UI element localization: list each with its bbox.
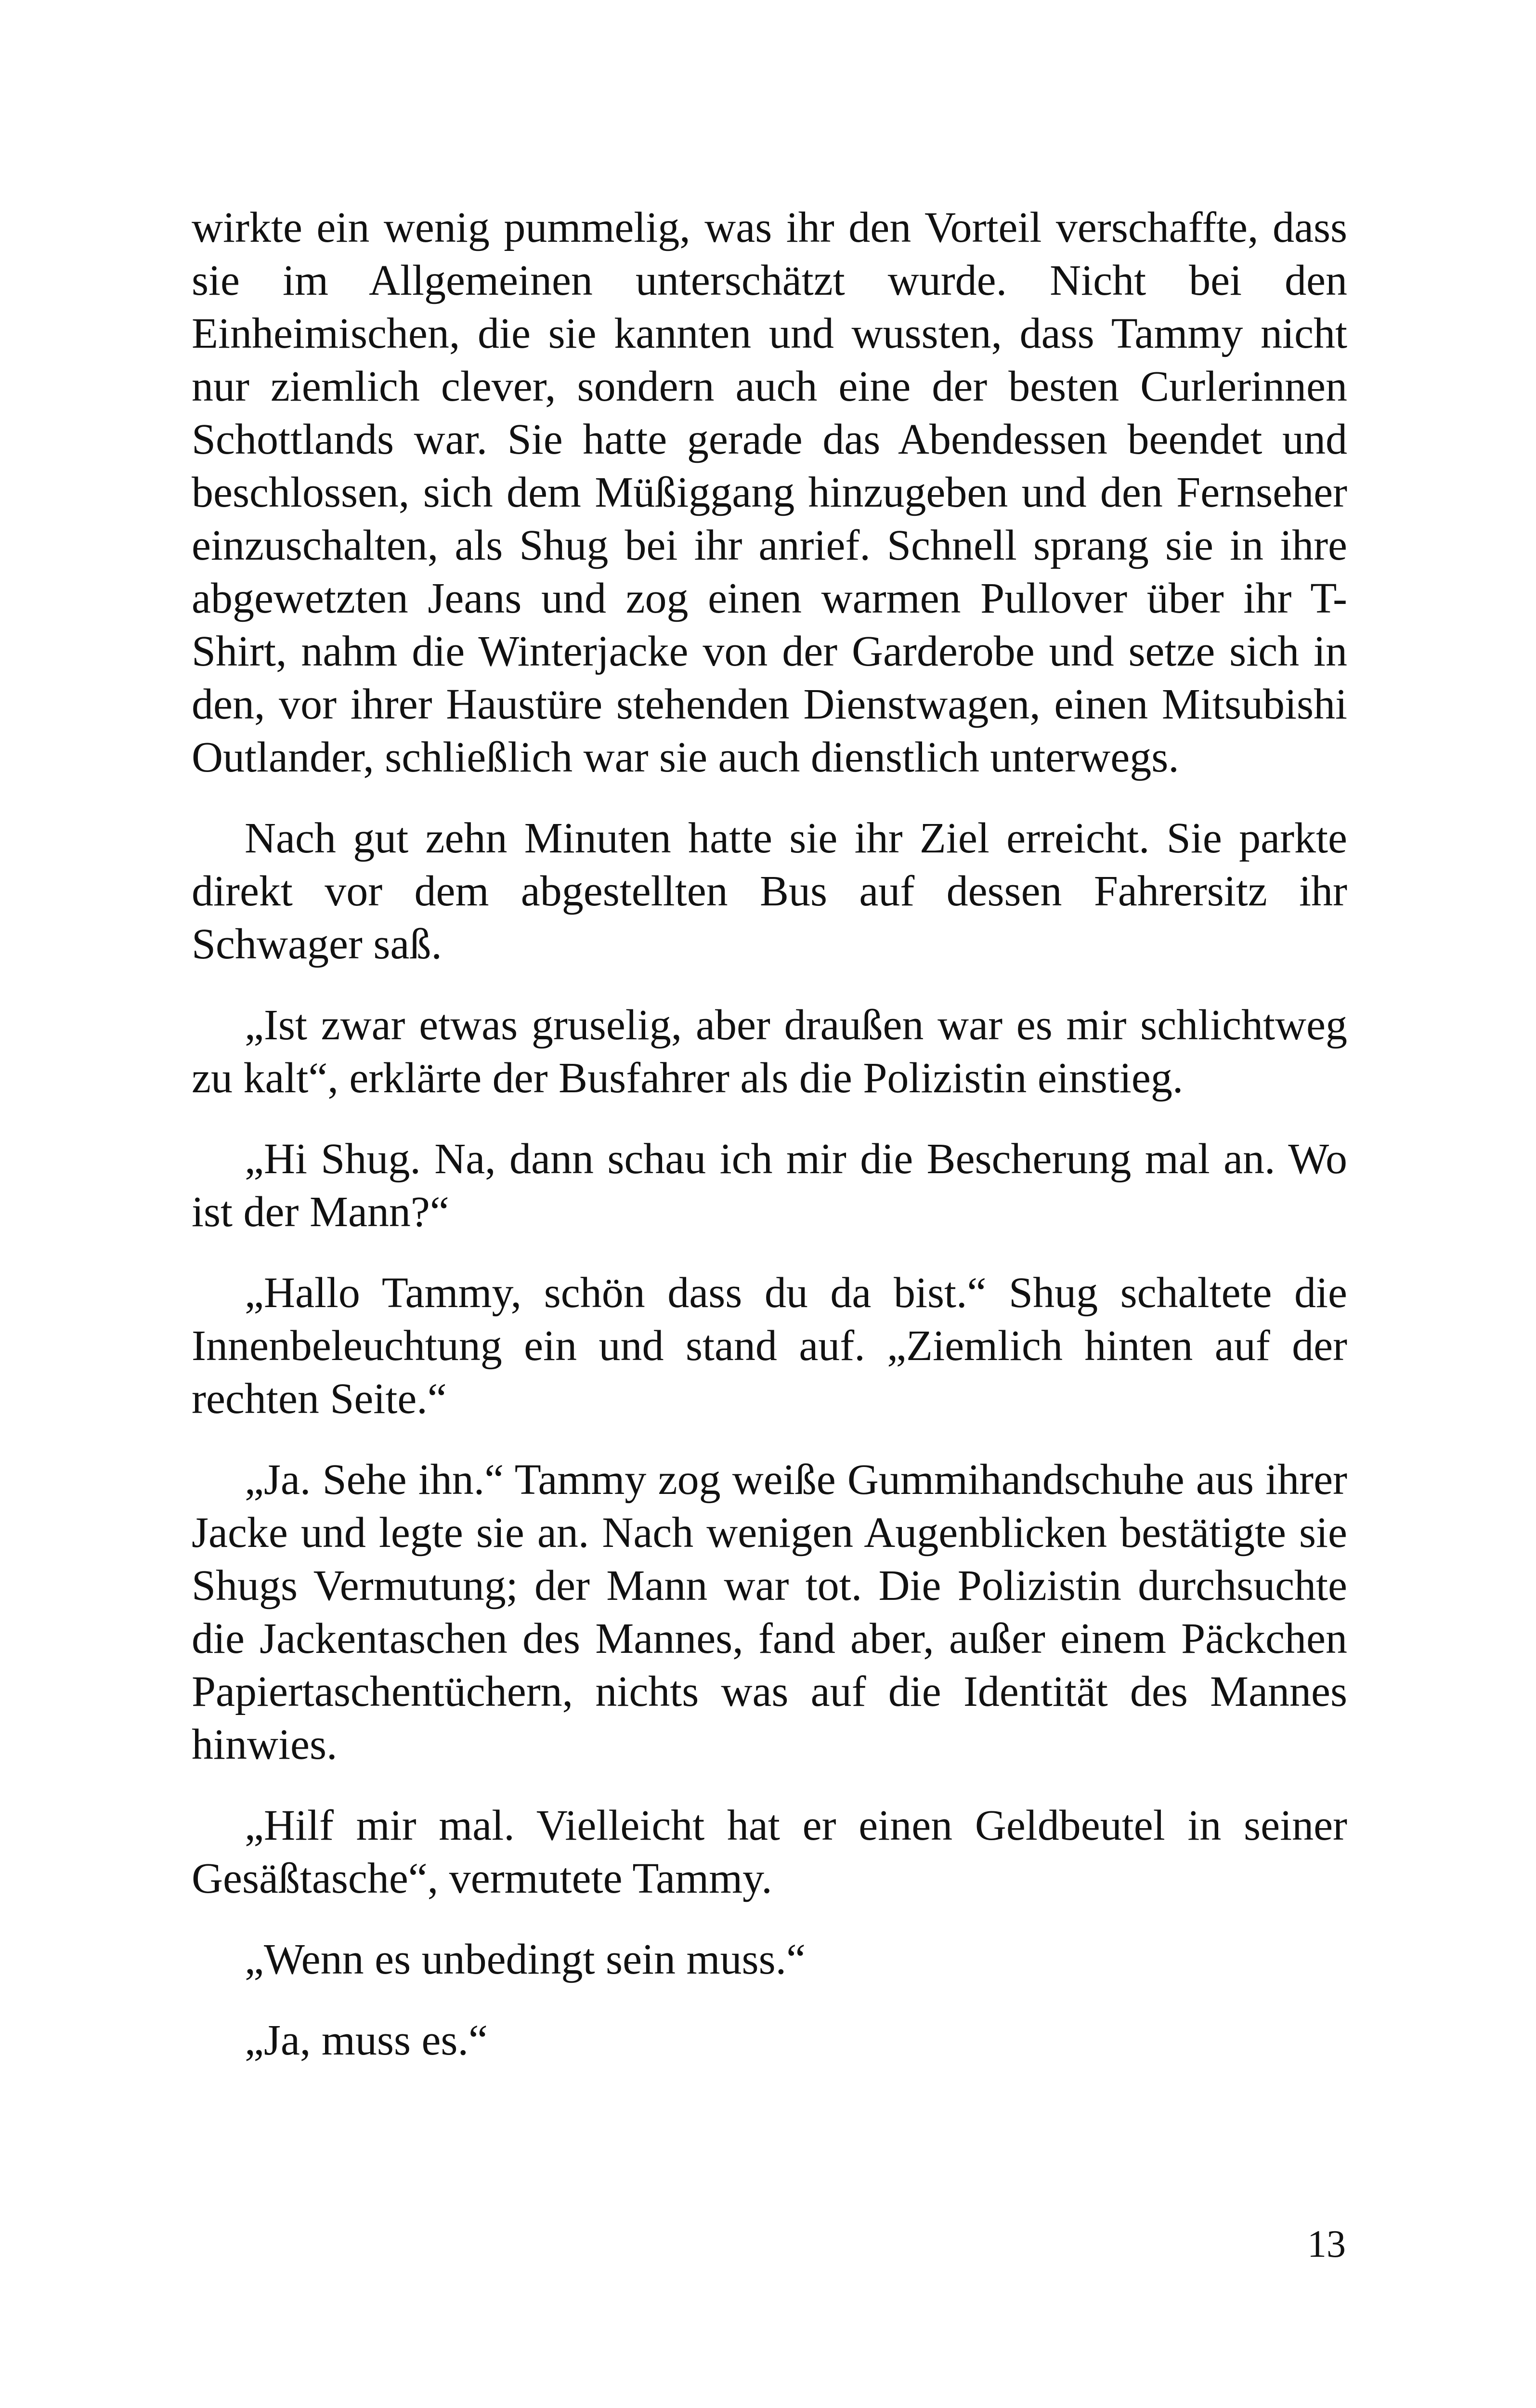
paragraph-1: wirkte ein wenig pummelig, was ihr den Vorteil verschaffte, dass sie im Allgemeinen unterschätzt wurde. Nicht bei den Einheimischen, die sie kannten und wussten, dass Tammy nicht nur ziemlich clever, sondern auch eine der besten Curlerinnen Schottlands war. Sie hatte gerade das Abendessen beendet und beschlossen, sich dem Müßiggang hinzugeben und den Fernseher einzuschalten, als Shug bei ihr anrief. Schnell sprang sie in ihre abgewetzten Jeans und zog einen warmen Pullover über ihr T-Shirt, nahm die Winterjacke von der Garderobe und setze sich in den, vor ihrer Haustüre stehenden Dienstwagen, einen Mitsubishi Outlander, schließlich war sie auch dienstlich unterwegs. <box>192 204 1347 781</box>
paragraph-2: Nach gut zehn Minuten hatte sie ihr Ziel erreicht. Sie parkte direkt vor dem abgestellten Bus auf dessen Fahrersitz ihr Schwager saß. <box>192 814 1347 968</box>
paragraph-9: „Ja, muss es.“ <box>245 2016 488 2064</box>
page-number: 13 <box>1307 2223 1346 2265</box>
paragraph-5: „Hallo Tammy, schön dass du da bist.“ Shug schaltete die Innenbeleuchtung ein und stand auf. „Ziemlich hinten auf der rechten Seite.“ <box>192 1269 1347 1423</box>
paragraph-4: „Hi Shug. Na, dann schau ich mir die Bescherung mal an. Wo ist der Mann?“ <box>192 1135 1347 1236</box>
body-text <box>192 201 1347 2067</box>
paragraph-7: „Hilf mir mal. Vielleicht hat er einen Geldbeutel in seiner Gesäßtasche“, vermutete Tammy. <box>192 1802 1347 1902</box>
paragraph-8: „Wenn es unbedingt sein muss.“ <box>245 1936 806 1983</box>
paragraph-3: „Ist zwar etwas gruselig, aber draußen war es mir schlichtweg zu kalt“, erklärte der Busfahrer als die Polizistin einstieg. <box>192 1001 1347 1102</box>
paragraph-6: „Ja. Sehe ihn.“ Tammy zog weiße Gummihandschuhe aus ihrer Jacke und legte sie an. Nach wenigen Augenblicken bestätigte sie Shugs Vermutung; der Mann war tot. Die Polizistin durchsuchte die Jackentaschen des Mannes, fand aber, außer einem Päckchen Papiertaschentüchern, nichts was auf die Identität des Mannes hinwies. <box>192 1456 1347 1768</box>
